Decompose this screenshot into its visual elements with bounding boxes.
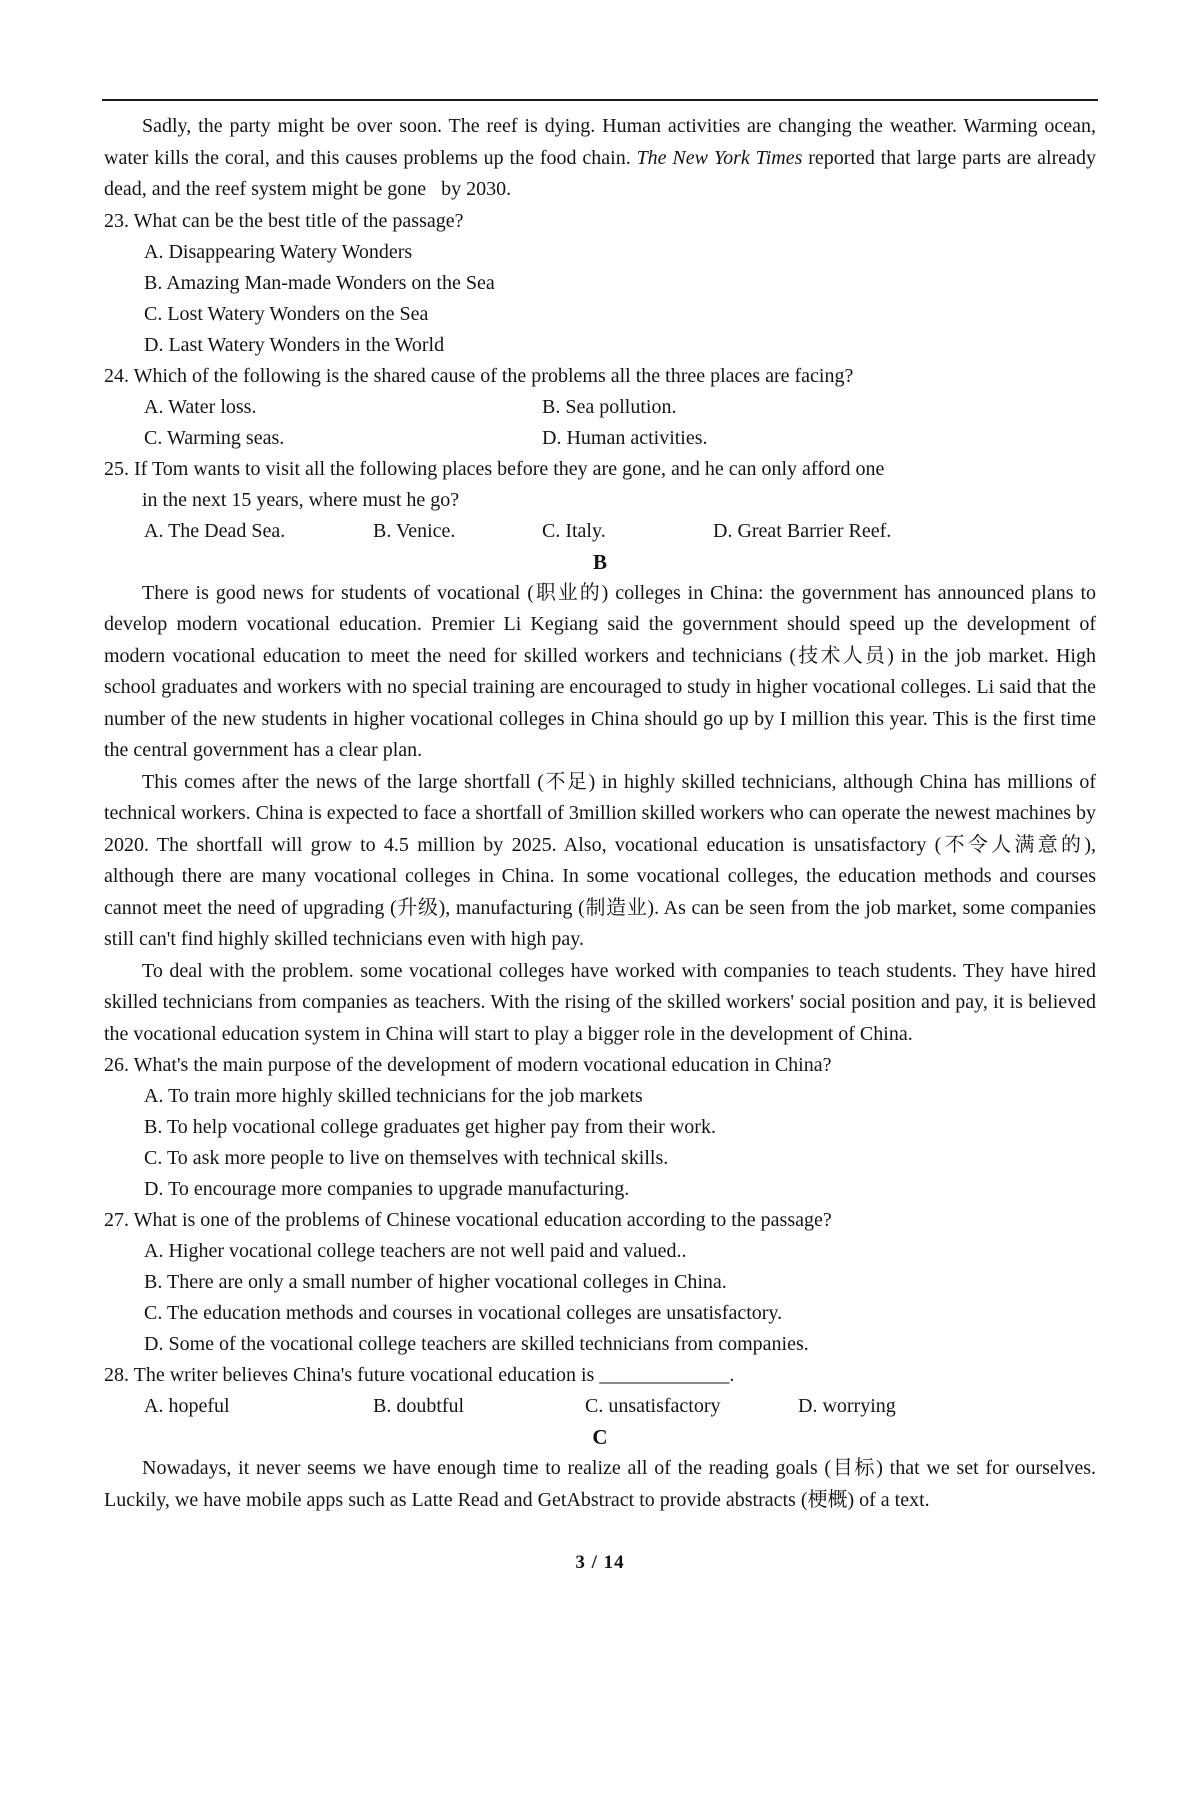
passage-b-paragraph-3: To deal with the problem. some vocational colleges have worked with companies to teach students. They have hired skilled technicians from companies as teachers. With the rising of the skilled workers' social position and pay, it is believed the vocational education system in China will start to play a bigger role in the development of China. bbox=[104, 959, 1096, 1045]
question-26-text: 26. What's the main purpose of the development of modern vocational education in China? bbox=[104, 1054, 832, 1076]
question-23-option-c: C. Lost Watery Wonders on the Sea bbox=[144, 302, 429, 325]
question-26-option-d: D. To encourage more companies to upgrade manufacturing. bbox=[144, 1178, 630, 1200]
question-24-text: 24. Which of the following is the shared cause of the problems all the three places are facing? bbox=[104, 364, 854, 387]
question-26-option-b: B. To help vocational college graduates get higher pay from their work. bbox=[144, 1116, 716, 1138]
question-24-options bbox=[104, 392, 1096, 454]
question-23-text: 23. What can be the best title of the passage? bbox=[104, 209, 464, 232]
question-26 bbox=[104, 1050, 1096, 1205]
page-content bbox=[0, 101, 1200, 1574]
passage-a-newspaper-title: The New York Times bbox=[636, 146, 803, 169]
question-25-text-line1: 25. If Tom wants to visit all the following places before they are gone, and he can only afford one bbox=[104, 457, 885, 480]
question-25-text-line2: in the next 15 years, where must he go? bbox=[142, 488, 460, 511]
question-28 bbox=[104, 1360, 1096, 1422]
question-24-option-c: C. Warming seas. bbox=[144, 426, 285, 449]
question-27-option-b: B. There are only a small number of higher vocational colleges in China. bbox=[144, 1271, 727, 1293]
exam-page bbox=[0, 99, 1200, 1797]
section-b-heading: B bbox=[592, 549, 607, 574]
passage-b-paragraph-1: There is good news for students of vocational (职业的) colleges in China: the government has announced plans to develop modern vocational education. Premier Li Kegiang said the government should speed up the development of modern vocational education to meet the need for skilled workers and technicians (技术人员) in the job market. High school graduates and workers with no special training are encouraged to study in higher vocational colleges. Li said that the number of the new students in higher vocational colleges in China should go up by I million this year. This is the first time the central government has a clear plan. bbox=[104, 581, 1096, 761]
question-28-option-b: B. doubtful bbox=[373, 1395, 465, 1417]
question-23-option-d: D. Last Watery Wonders in the World bbox=[144, 333, 445, 356]
question-25-options bbox=[104, 516, 1096, 547]
question-24 bbox=[104, 361, 1096, 454]
question-24-option-a: A. Water loss. bbox=[144, 395, 257, 418]
question-28-options bbox=[104, 1391, 1096, 1422]
section-c-heading: C bbox=[592, 1425, 608, 1449]
question-27-option-d: D. Some of the vocational college teachers are skilled technicians from companies. bbox=[144, 1333, 809, 1355]
question-28-option-c: C. unsatisfactory bbox=[585, 1395, 721, 1417]
question-27-text: 27. What is one of the problems of Chinese vocational education according to the passage? bbox=[104, 1209, 832, 1231]
question-27-option-c: C. The education methods and courses in vocational colleges are unsatisfactory. bbox=[144, 1302, 783, 1324]
question-23 bbox=[104, 206, 1096, 361]
passage-c-paragraph-1: Nowadays, it never seems we have enough time to realize all of the reading goals (目标) that we set for ourselves. Luckily, we have mobile apps such as Latte Read and GetAbstract to provide abstracts (梗概) of a text. bbox=[104, 1457, 1096, 1511]
passage-a-text-pre: Sadly, the party might be over soon. The reef is dying. Human activities are changing the weather. Warming ocean, water kills the coral, and this causes problems up the food chain. bbox=[104, 115, 1096, 169]
question-28-option-d: D. worrying bbox=[798, 1395, 896, 1417]
question-27 bbox=[104, 1205, 1096, 1360]
question-23-options bbox=[104, 237, 1096, 361]
question-28-text: 28. The writer believes China's future vocational education is _____________. bbox=[104, 1364, 735, 1386]
question-25-option-a: A. The Dead Sea. bbox=[144, 519, 286, 542]
question-25-option-d: D. Great Barrier Reef. bbox=[713, 519, 892, 542]
question-25 bbox=[104, 454, 1096, 547]
question-27-option-a: A. Higher vocational college teachers are not well paid and valued.. bbox=[144, 1240, 687, 1262]
question-28-option-a: A. hopeful bbox=[144, 1395, 230, 1417]
question-24-option-d: D. Human activities. bbox=[542, 426, 708, 449]
question-27-options bbox=[104, 1236, 1096, 1360]
passage-b-paragraph-2: This comes after the news of the large shortfall (不足) in highly skilled technicians, although China has millions of technical workers. China is expected to face a shortfall of 3million skilled workers who can operate the newest machines by 2020. The shortfall will grow to 4.5 million by 2025. Also, vocational education is unsatisfactory (不令人满意的), although there are many vocational colleges in China. In some vocational colleges, the education methods and courses cannot meet the need of upgrading (升级), manufacturing (制造业). As can be seen from the job market, some companies still can't find highly skilled technicians even with high pay. bbox=[104, 770, 1096, 950]
question-23-option-a: A. Disappearing Watery Wonders bbox=[144, 240, 413, 263]
question-25-option-c: C. Italy. bbox=[542, 519, 606, 542]
question-26-options bbox=[104, 1081, 1096, 1205]
passage-a-ending-paragraph bbox=[104, 111, 1096, 206]
question-25-option-b: B. Venice. bbox=[373, 519, 456, 542]
passage-a-text-post: reported that large parts are already dead, and the reef system might be gone by 2030. bbox=[104, 146, 1096, 200]
page-number: 3 / 14 bbox=[575, 1552, 625, 1573]
question-26-option-c: C. To ask more people to live on themselves with technical skills. bbox=[144, 1147, 669, 1169]
question-24-option-b: B. Sea pollution. bbox=[542, 395, 677, 418]
question-26-option-a: A. To train more highly skilled technicians for the job markets bbox=[144, 1085, 643, 1107]
question-23-option-b: B. Amazing Man-made Wonders on the Sea bbox=[144, 271, 495, 294]
